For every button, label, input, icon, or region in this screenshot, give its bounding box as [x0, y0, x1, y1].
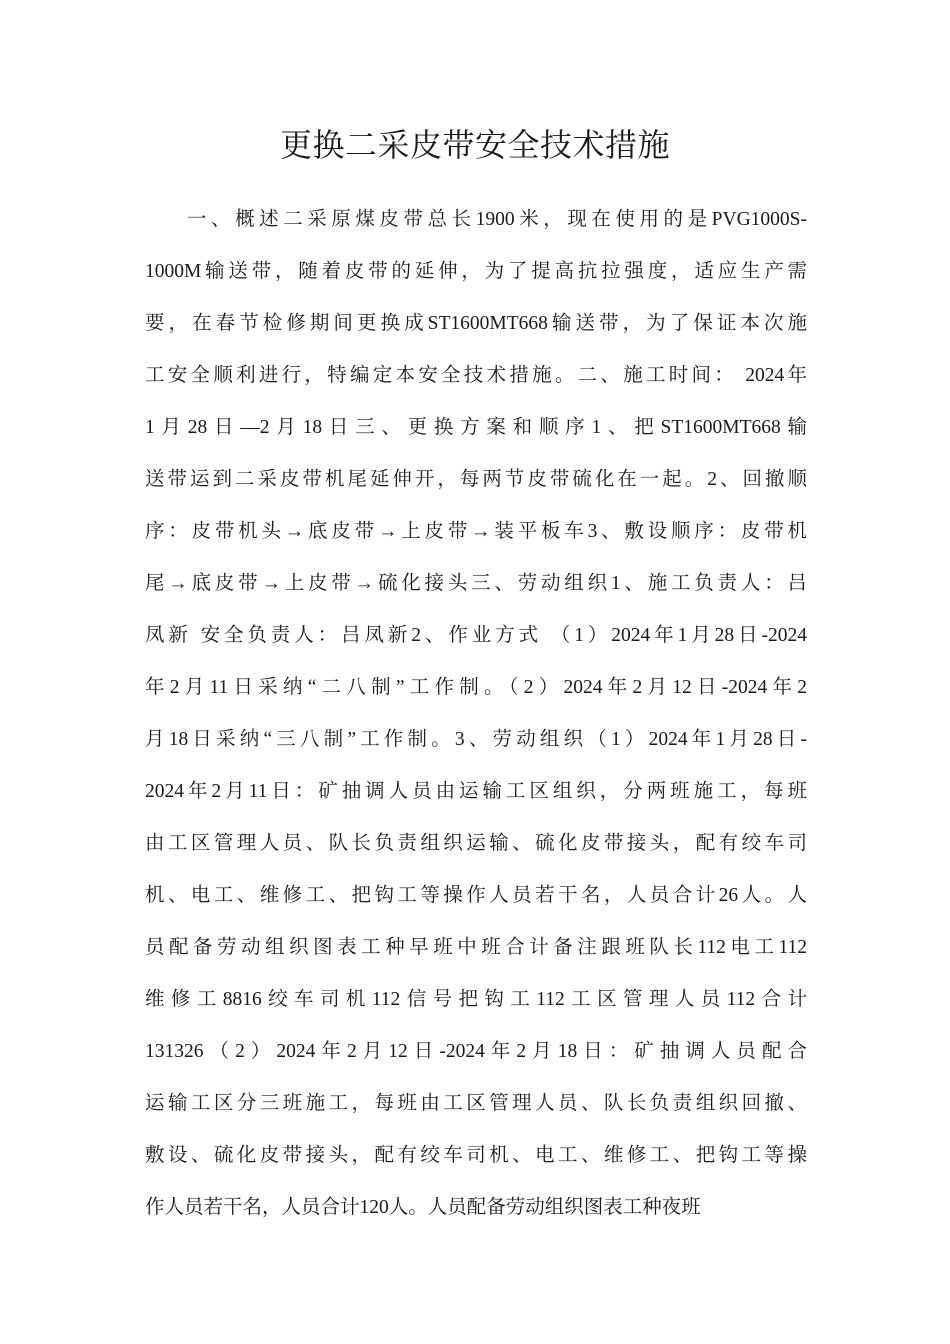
body-line: 月18日采纳“三八制”工作制。3、劳动组织（1）2024年1月28日-: [145, 729, 807, 750]
body-line: 由工区管理人员、队长负责组织运输、硫化皮带接头，配有绞车司: [145, 833, 807, 854]
body-line: 凤新 安全负责人：吕凤新2、作业方式 （1）2024年1月28日-2024: [145, 625, 807, 646]
body-line: 送带运到二采皮带机尾延伸开，每两节皮带硫化在一起。2、回撤顺: [145, 469, 807, 490]
document-body: [145, 194, 807, 1234]
body-line: 131326（2）2024年2月12日-2024年2月18日：矿抽调人员配合: [145, 1041, 807, 1062]
body-line: 运输工区分三班施工，每班由工区管理人员、队长负责组织回撤、: [145, 1093, 807, 1114]
body-line: 年2月11日采纳“二八制”工作制。（2）2024年2月12日-2024年2: [145, 677, 807, 698]
body-line: 员配备劳动组织图表工种早班中班合计备注跟班队长112电工112: [145, 937, 807, 958]
body-line: 敷设、硫化皮带接头，配有绞车司机、电工、维修工、把钩工等操: [145, 1145, 807, 1166]
body-line: 尾→底皮带→上皮带→硫化接头三、劳动组织1、施工负责人：吕: [145, 573, 807, 594]
body-line: 1月28日—2月18日三、更换方案和顺序1、把ST1600MT668输: [145, 417, 807, 438]
body-line: 要，在春节检修期间更换成ST1600MT668输送带，为了保证本次施: [145, 313, 807, 334]
body-line: 作人员若干名，人员合计120人。人员配备劳动组织图表工种夜班: [145, 1197, 701, 1218]
body-line: 工安全顺利进行，特编定本安全技术措施。二、施工时间： 2024年: [145, 365, 807, 386]
body-line: 1000M输送带，随着皮带的延伸，为了提高抗拉强度，适应生产需: [145, 261, 807, 282]
body-line: 一、概述二采原煤皮带总长1900米，现在使用的是PVG1000S-: [187, 209, 807, 230]
document-title: 更换二采皮带安全技术措施: [279, 126, 670, 164]
body-line: 机、电工、维修工、把钩工等操作人员若干名，人员合计26人。人: [145, 885, 807, 906]
body-line: 维修工8816绞车司机112信号把钩工112工区管理人员112合计: [145, 989, 807, 1010]
body-line: 序：皮带机头→底皮带→上皮带→装平板车3、敷设顺序：皮带机: [145, 521, 807, 542]
body-line: 2024年2月11日：矿抽调人员由运输工区组织，分两班施工，每班: [145, 781, 807, 802]
